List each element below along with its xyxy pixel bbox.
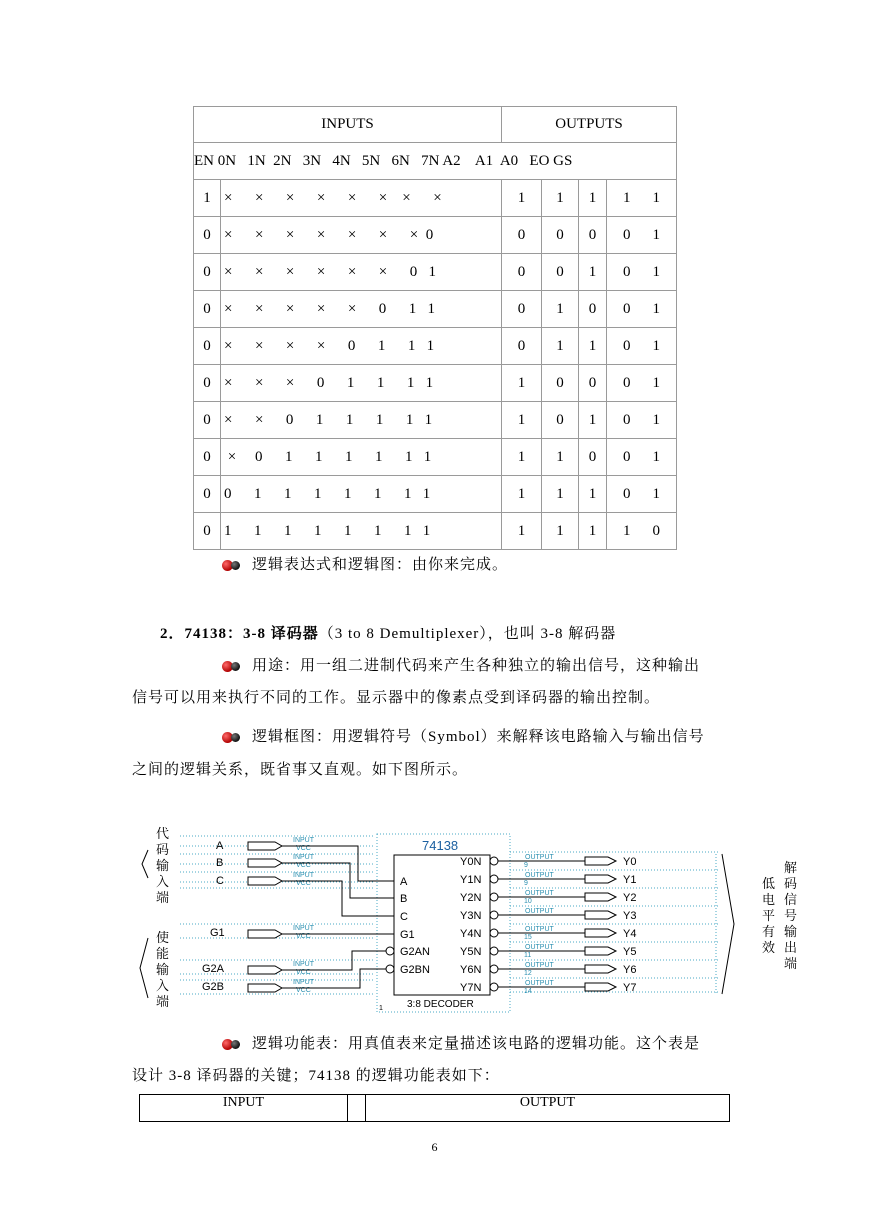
svg-text:效: 效 — [762, 940, 776, 955]
a1-cell: 1 — [542, 291, 579, 328]
t2-input-header: INPUT — [140, 1095, 348, 1122]
eo-gs-cell — [607, 513, 677, 550]
gs-value: 1 — [652, 189, 661, 206]
eo-value: 0 — [623, 374, 631, 391]
inputs-cell: 1 1 1 1 1 1 1 1 — [221, 513, 502, 550]
svg-text:C: C — [400, 911, 408, 923]
block-line-1: 逻辑框图：用逻辑符号（Symbol）来解释该电路输入与输出信号 — [222, 727, 705, 747]
priority-encoder-truth-table — [193, 106, 677, 550]
code-brace — [142, 850, 148, 878]
svg-text:Y5: Y5 — [623, 946, 637, 958]
en-cell: 0 — [194, 439, 221, 476]
a0-cell: 1 — [579, 476, 607, 513]
low-active-label — [762, 876, 775, 955]
svg-text:VCC: VCC — [296, 862, 311, 869]
svg-text:G1: G1 — [210, 927, 225, 939]
a2-cell: 1 — [502, 402, 542, 439]
eo-gs-cell — [607, 476, 677, 513]
en-cell: 0 — [194, 402, 221, 439]
a2-cell: 0 — [502, 328, 542, 365]
truth-table-row — [194, 291, 677, 328]
svg-text:15: 15 — [524, 934, 532, 941]
func-line-1: 逻辑功能表：用真值表来定量描述该电路的逻辑功能。这个表是 — [222, 1034, 700, 1054]
eo-value: 0 — [623, 337, 631, 354]
a2-cell: 0 — [502, 291, 542, 328]
decoder-block-diagram — [130, 820, 810, 1015]
a2-cell: 1 — [502, 476, 542, 513]
svg-text:Y7: Y7 — [623, 982, 637, 994]
truth-table-row — [194, 365, 677, 402]
a1-cell: 1 — [542, 439, 579, 476]
gs-value: 0 — [652, 522, 661, 539]
truth-table-row — [194, 217, 677, 254]
eo-value: 0 — [623, 485, 631, 502]
truth-table-row — [194, 328, 677, 365]
eo-value: 1 — [623, 189, 631, 206]
svg-text:Y4N: Y4N — [460, 928, 482, 940]
eo-value: 0 — [623, 226, 631, 243]
svg-text:Y4: Y4 — [623, 928, 637, 940]
bullet-icon — [222, 1038, 244, 1051]
a0-cell: 0 — [579, 365, 607, 402]
output-brace — [722, 854, 734, 994]
svg-text:入: 入 — [156, 874, 170, 889]
gs-value: 1 — [652, 374, 661, 391]
inputs-cell: × × × × × 0 1 1 — [221, 291, 502, 328]
svg-text:输: 输 — [156, 858, 170, 873]
block-line-2: 之间的逻辑关系，既省事又直观。如下图所示。 — [132, 762, 469, 778]
section-heading — [160, 624, 616, 644]
input-buffers — [248, 842, 282, 992]
eo-gs-cell — [607, 439, 677, 476]
eo-value: 0 — [623, 411, 631, 428]
gs-value: 1 — [652, 300, 661, 317]
truth-table-row — [194, 476, 677, 513]
a0-cell: 1 — [579, 180, 607, 217]
usage-line-1: 用途：用一组二进制代码来产生各种独立的输出信号，这种输出 — [222, 656, 700, 676]
en-cell: 0 — [194, 513, 221, 550]
svg-text:G2A: G2A — [202, 963, 225, 975]
svg-text:INPUT: INPUT — [293, 837, 314, 844]
svg-text:码: 码 — [156, 842, 170, 857]
truth-table-row — [194, 180, 677, 217]
gs-value: 1 — [652, 226, 661, 243]
bullet-icon — [222, 660, 244, 673]
svg-text:Y0: Y0 — [623, 856, 637, 868]
svg-text:Y6N: Y6N — [460, 964, 482, 976]
enable-brace — [140, 938, 148, 998]
logic-note: 逻辑表达式和逻辑图：由你来完成。 — [222, 555, 508, 575]
a0-cell: 1 — [579, 328, 607, 365]
gs-value: 1 — [652, 263, 661, 280]
en-cell: 0 — [194, 365, 221, 402]
inputs-header: INPUTS — [194, 107, 502, 143]
t2-spacer — [348, 1095, 366, 1122]
svg-text:11: 11 — [524, 952, 532, 959]
svg-text:输: 输 — [156, 962, 170, 977]
svg-text:Y6: Y6 — [623, 964, 637, 976]
svg-text:入: 入 — [156, 978, 170, 993]
enable-input-label — [156, 930, 169, 1009]
input-names — [202, 840, 225, 993]
bullet-icon — [222, 559, 244, 572]
chip-footer: 3:8 DECODER — [407, 999, 474, 1010]
section-title: 2．74138：3-8 译码器 — [160, 626, 319, 642]
svg-text:G2B: G2B — [202, 981, 225, 993]
svg-text:Y2N: Y2N — [460, 892, 482, 904]
a2-cell: 1 — [502, 365, 542, 402]
svg-text:OUTPUT: OUTPUT — [525, 944, 554, 951]
a0-cell: 1 — [579, 254, 607, 291]
eo-value: 1 — [623, 522, 631, 539]
inputs-cell: × × × × × × × × — [221, 180, 502, 217]
a2-cell: 1 — [502, 439, 542, 476]
svg-text:C: C — [216, 875, 224, 887]
svg-text:能: 能 — [156, 946, 170, 961]
a0-cell: 1 — [579, 402, 607, 439]
svg-text:12: 12 — [524, 970, 532, 977]
svg-text:G2BN: G2BN — [400, 964, 430, 976]
svg-text:INPUT: INPUT — [293, 854, 314, 861]
svg-text:INPUT: INPUT — [293, 872, 314, 879]
eo-value: 0 — [623, 263, 631, 280]
en-cell: 0 — [194, 328, 221, 365]
svg-text:INPUT: INPUT — [293, 961, 314, 968]
svg-text:VCC: VCC — [296, 969, 311, 976]
eo-gs-cell — [607, 328, 677, 365]
inputs-cell: × × × 0 1 1 1 1 — [221, 365, 502, 402]
a1-cell: 1 — [542, 513, 579, 550]
a2-cell: 1 — [502, 513, 542, 550]
a1-cell: 1 — [542, 476, 579, 513]
chip-name: 74138 — [422, 838, 459, 853]
svg-text:OUTPUT: OUTPUT — [525, 908, 554, 915]
svg-text:Y1: Y1 — [623, 874, 637, 886]
svg-text:代: 代 — [156, 826, 170, 841]
eo-gs-cell — [607, 180, 677, 217]
truth-table-row — [194, 254, 677, 291]
eo-gs-cell — [607, 217, 677, 254]
gs-value: 1 — [652, 411, 661, 428]
usage-line-2: 信号可以用来执行不同的工作。显示器中的像素点受到译码器的输出控制。 — [132, 690, 661, 706]
svg-text:OUTPUT: OUTPUT — [525, 926, 554, 933]
svg-text:B: B — [216, 857, 224, 869]
svg-text:端: 端 — [156, 890, 170, 905]
en-cell: 0 — [194, 254, 221, 291]
a1-cell: 0 — [542, 254, 579, 291]
eo-value: 0 — [623, 448, 631, 465]
svg-text:VCC: VCC — [296, 880, 311, 887]
svg-text:Y3: Y3 — [623, 910, 637, 922]
en-cell: 0 — [194, 217, 221, 254]
svg-text:9: 9 — [524, 862, 528, 869]
decode-output-label — [784, 860, 797, 971]
svg-text:端: 端 — [156, 994, 170, 1009]
svg-text:A: A — [400, 876, 408, 888]
svg-text:OUTPUT: OUTPUT — [525, 872, 554, 879]
a2-cell: 0 — [502, 217, 542, 254]
svg-text:14: 14 — [524, 988, 532, 995]
svg-text:Y2: Y2 — [623, 892, 637, 904]
svg-text:端: 端 — [784, 956, 798, 971]
svg-text:解: 解 — [784, 860, 798, 875]
a0-cell: 0 — [579, 439, 607, 476]
a1-cell: 1 — [542, 180, 579, 217]
a1-cell: 0 — [542, 402, 579, 439]
svg-text:10: 10 — [524, 898, 532, 905]
svg-text:Y3N: Y3N — [460, 910, 482, 922]
svg-text:OUTPUT: OUTPUT — [525, 962, 554, 969]
bullet-icon — [222, 731, 244, 744]
eo-gs-cell — [607, 402, 677, 439]
inputs-cell: × × × × × × 0 1 — [221, 254, 502, 291]
eo-gs-cell — [607, 291, 677, 328]
svg-text:G1: G1 — [400, 929, 415, 941]
svg-text:号: 号 — [784, 908, 798, 923]
inputs-cell: 0 1 1 1 1 1 1 1 — [221, 476, 502, 513]
truth-table-row — [194, 439, 677, 476]
svg-text:Y7N: Y7N — [460, 982, 482, 994]
inputs-cell: × 0 1 1 1 1 1 1 — [221, 439, 502, 476]
decoder-function-table — [139, 1094, 730, 1122]
corner-num: 1 — [379, 1005, 383, 1012]
svg-text:B: B — [400, 893, 408, 905]
a1-cell: 1 — [542, 328, 579, 365]
t2-output-header: OUTPUT — [366, 1095, 730, 1122]
truth-table-row — [194, 513, 677, 550]
column-headers: EN 0N 1N 2N 3N 4N 5N 6N 7N A2 A1 A0 EO GS — [194, 143, 677, 180]
a0-cell: 0 — [579, 291, 607, 328]
gs-value: 1 — [652, 337, 661, 354]
a2-cell: 1 — [502, 180, 542, 217]
svg-text:使: 使 — [156, 930, 170, 945]
eo-value: 0 — [623, 300, 631, 317]
svg-text:输: 输 — [784, 924, 798, 939]
outputs-header: OUTPUTS — [502, 107, 677, 143]
a1-cell: 0 — [542, 365, 579, 402]
svg-text:OUTPUT: OUTPUT — [525, 854, 554, 861]
eo-gs-cell — [607, 365, 677, 402]
svg-text:INPUT: INPUT — [293, 979, 314, 986]
svg-text:电: 电 — [762, 892, 776, 907]
svg-text:OUTPUT: OUTPUT — [525, 890, 554, 897]
svg-text:信: 信 — [784, 892, 798, 907]
a2-cell: 0 — [502, 254, 542, 291]
en-cell: 1 — [194, 180, 221, 217]
svg-text:VCC: VCC — [296, 845, 311, 852]
inputs-cell: × × × × × × × 0 — [221, 217, 502, 254]
inputs-cell: × × 0 1 1 1 1 1 — [221, 402, 502, 439]
svg-text:INPUT: INPUT — [293, 925, 314, 932]
truth-table-row — [194, 402, 677, 439]
section-subtitle: （3 to 8 Demultiplexer），也叫 3-8 解码器 — [318, 626, 617, 642]
a0-cell: 1 — [579, 513, 607, 550]
svg-text:平: 平 — [762, 908, 776, 923]
svg-text:A: A — [216, 840, 224, 852]
en-cell: 0 — [194, 476, 221, 513]
svg-text:低: 低 — [762, 876, 776, 891]
gs-value: 1 — [652, 448, 661, 465]
svg-text:G2AN: G2AN — [400, 946, 430, 958]
svg-text:OUTPUT: OUTPUT — [525, 980, 554, 987]
inputs-cell: × × × × 0 1 1 1 — [221, 328, 502, 365]
svg-text:VCC: VCC — [296, 933, 311, 940]
svg-text:Y5N: Y5N — [460, 946, 482, 958]
svg-text:有: 有 — [762, 924, 776, 939]
a0-cell: 0 — [579, 217, 607, 254]
eo-gs-cell — [607, 254, 677, 291]
a1-cell: 0 — [542, 217, 579, 254]
func-line-2: 设计 3-8 译码器的关键；74138 的逻辑功能表如下： — [132, 1068, 500, 1084]
svg-text:VCC: VCC — [296, 987, 311, 994]
gs-value: 1 — [652, 485, 661, 502]
code-input-label — [156, 826, 169, 905]
svg-text:9: 9 — [524, 880, 528, 887]
en-cell: 0 — [194, 291, 221, 328]
output-names — [623, 856, 636, 994]
svg-text:Y0N: Y0N — [460, 856, 482, 868]
page-number: 6 — [431, 1140, 438, 1154]
svg-text:码: 码 — [784, 876, 798, 891]
svg-text:Y1N: Y1N — [460, 874, 482, 886]
svg-text:出: 出 — [784, 940, 798, 955]
